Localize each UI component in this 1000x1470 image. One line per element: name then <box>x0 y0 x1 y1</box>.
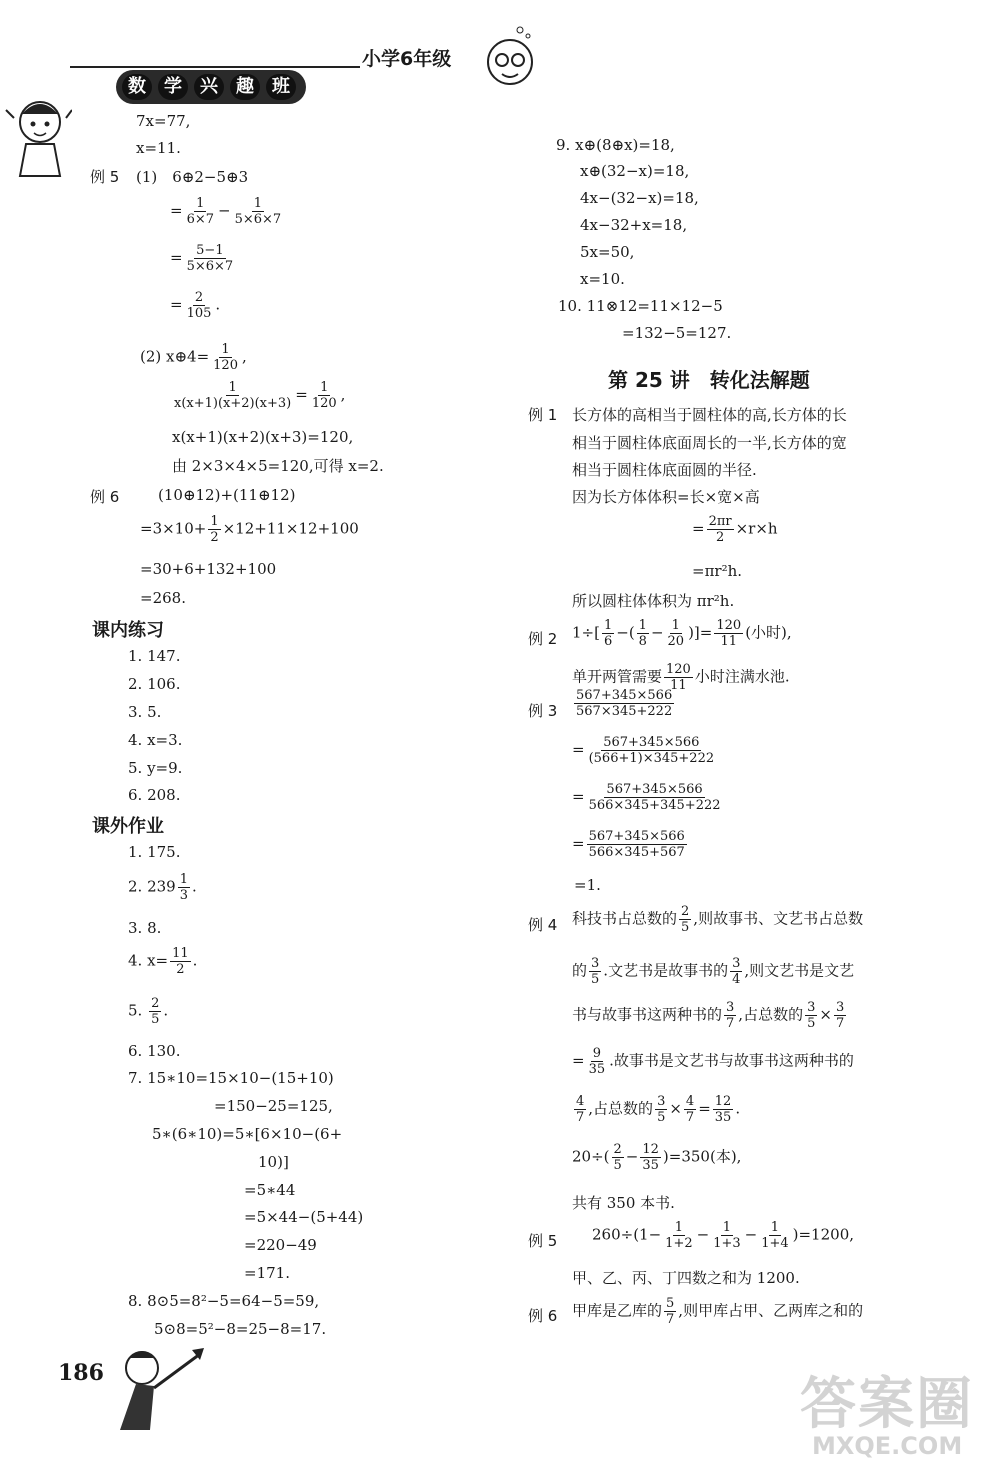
answer-item: 3. 5. <box>128 703 162 721</box>
answer-line: =220−49 <box>244 1236 317 1254</box>
banner-char: 学 <box>158 74 188 100</box>
line: (10⊕12)+(11⊕12) <box>158 486 296 504</box>
answer-item: 7. 15∗10=15×10−(15+10) <box>128 1069 334 1087</box>
example-label: 例 6 <box>90 488 120 506</box>
example-label: 例 3 <box>528 702 558 720</box>
example-label: 例 4 <box>528 916 558 934</box>
example-label: 例 1 <box>528 406 558 424</box>
example-label: 例 6 <box>528 1307 558 1325</box>
answer-item: 5. $\frac{2}{5}$ . <box>128 996 169 1027</box>
answer-line: 10)] <box>258 1153 289 1171</box>
line: x(x+1)(x+2)(x+3)=120, <box>172 428 354 446</box>
text-line: $\frac{4}{7}$ ,占总数的 $\frac{3}{5}$ × $\frac{4}{7}$ = $\frac{12}{35}$ . <box>576 1094 741 1125</box>
formula-line: $\frac{567+345\times 566}{567\times 345+222}$ <box>576 688 673 719</box>
answer-item: 10. 11⊗12=11×12−5 <box>558 297 723 315</box>
section-title-homework: 课外作业 <box>92 816 164 837</box>
answer-item: 2. 239 $\frac{1}{3}$ . <box>128 872 197 903</box>
answer-item: 1. 147. <box>128 647 181 665</box>
line: 由 2×3×4×5=120,可得 x=2. <box>172 457 384 475</box>
formula-line: = $\frac{5-1}{5\times 6\times 7}$ <box>170 243 234 274</box>
formula-line: 1÷[ $\frac{1}{6}$ −( $\frac{1}{8}$ − $\frac{1}{20}$ )]= $\frac{120}{11}$ (小时), <box>572 618 792 649</box>
answer-item: 4. x=3. <box>128 731 183 749</box>
text-line: 20÷( $\frac{2}{5}$ − $\frac{12}{35}$ )=350(本), <box>572 1142 742 1173</box>
answer-item: 3. 8. <box>128 919 162 937</box>
banner-char: 趣 <box>230 74 260 100</box>
answer-line: 4x−(32−x)=18, <box>580 189 699 207</box>
answer-line: =5×44−(5+44) <box>244 1208 364 1226</box>
section-title-classwork: 课内练习 <box>92 620 164 641</box>
text-line: 所以圆柱体体积为 πr²h. <box>572 592 735 610</box>
mascot-face-icon <box>480 24 540 92</box>
answer-line: =171. <box>244 1264 290 1282</box>
formula-line: 260÷(1− $\frac{1}{1+2}$ − $\frac{1}{1+3}$ − $\frac{1}{1+4}$ )=1200, <box>592 1220 855 1251</box>
formula-line: = $\frac{1}{6\times 7}$ − $\frac{1}{5\times 6\times 7}$ <box>170 196 282 227</box>
formula-line: = $\frac{2\pi r}{2}$ ×r×h <box>692 514 778 545</box>
text-line: 的 $\frac{3}{5}$ .文艺书是故事书的 $\frac{3}{4}$ ,则文艺书是文艺 <box>572 956 855 987</box>
text-line: 共有 350 本书. <box>572 1194 675 1212</box>
answer-item: 4. x= $\frac{11}{2}$ . <box>128 946 198 977</box>
answer-line: 5⊙8=5²−8=25−8=17. <box>154 1320 327 1338</box>
formula-line: = $\frac{2}{105}$ . <box>170 290 221 321</box>
text-line: 相当于圆柱体底面圆的半径. <box>572 461 757 479</box>
watermark-url: MXQE.COM <box>812 1432 963 1460</box>
example-label: 例 2 <box>528 630 558 648</box>
text-line: 因为长方体体积=长×宽×高 <box>572 488 760 506</box>
answer-item: 6. 130. <box>128 1042 181 1060</box>
answer-item: 1. 175. <box>128 843 181 861</box>
formula-line: 单开两管需要 $\frac{120}{11}$ 小时注满水池. <box>572 662 790 693</box>
mascot-girl-icon <box>4 88 72 183</box>
answer-item: 5. y=9. <box>128 759 183 777</box>
example-label: 例 5 <box>528 1232 558 1250</box>
line: (1) 6⊕2−5⊕3 <box>136 168 249 186</box>
watermark-logo: 答案圈 <box>800 1372 974 1437</box>
answer-line: x=10. <box>580 270 625 288</box>
formula-line: =πr²h. <box>692 562 743 580</box>
lecture-title: 第 25 讲 转化法解题 <box>608 368 810 392</box>
header-rule <box>70 66 360 68</box>
formula-line: =3×10+ $\frac{1}{2}$ ×12+11×12+100 <box>140 514 359 545</box>
text-line: 书与故事书这两种书的 $\frac{3}{7}$ ,占总数的 $\frac{3}{5}$ × $\frac{3}{7}$ <box>572 1000 845 1031</box>
mascot-boy-icon <box>96 1344 206 1436</box>
formula-line: $\frac{1}{x(x+1)(x+2)(x+3)}$ = $\frac{1}{120}$ , <box>174 380 346 411</box>
example-label: 例 5 <box>90 168 120 186</box>
text-line: 甲库是乙库的 $\frac{5}{7}$ ,则甲库占甲、乙两库之和的 <box>572 1296 864 1327</box>
answer-line: =150−25=125, <box>214 1097 333 1115</box>
formula-line: = $\frac{567+345\times 566}{566\times 345+345+222}$ <box>572 782 721 813</box>
formula-line: = $\frac{567+345\times 566}{566\times 345+567}$ <box>572 829 685 860</box>
answer-line: 5x=50, <box>580 243 635 261</box>
answer-line: 4x−32+x=18, <box>580 216 688 234</box>
answer-line: =5∗44 <box>244 1181 296 1199</box>
answer-item: 9. x⊕(8⊕x)=18, <box>556 136 675 154</box>
answer-item: 8. 8⊙5=8²−5=64−5=59, <box>128 1292 320 1310</box>
text-line: 科技书占总数的 $\frac{2}{5}$ ,则故事书、文艺书占总数 <box>572 904 864 935</box>
banner-char: 兴 <box>194 74 224 100</box>
line: =30+6+132+100 <box>140 560 277 578</box>
answer-line: =132−5=127. <box>622 324 732 342</box>
line: x=11. <box>136 139 181 157</box>
grade-label: 小学6年级 <box>362 48 452 70</box>
text-line: = $\frac{9}{35}$ .故事书是文艺书与故事书这两种书的 <box>572 1046 854 1077</box>
answer-item: 6. 208. <box>128 786 181 804</box>
line: =268. <box>140 589 186 607</box>
answer-line: 5∗(6∗10)=5∗[6×10−(6+ <box>152 1125 343 1143</box>
line: 7x=77, <box>136 112 191 130</box>
banner-char: 数 <box>122 74 152 100</box>
formula-line: =1. <box>574 876 601 894</box>
page-number: 186 <box>58 1360 104 1386</box>
answer-line: x⊕(32−x)=18, <box>580 162 690 180</box>
banner-char: 班 <box>266 74 296 100</box>
text-line: 长方体的高相当于圆柱体的高,长方体的长 <box>572 406 847 424</box>
formula-line: = $\frac{567+345\times 566}{(566+1)\times 345+222}$ <box>572 735 715 766</box>
formula-line: (2) x⊕4= $\frac{1}{120}$ , <box>140 342 247 373</box>
text-line: 甲、乙、丙、丁四数之和为 1200. <box>572 1269 800 1287</box>
text-line: 相当于圆柱体底面周长的一半,长方体的宽 <box>572 434 847 452</box>
answer-item: 2. 106. <box>128 675 181 693</box>
